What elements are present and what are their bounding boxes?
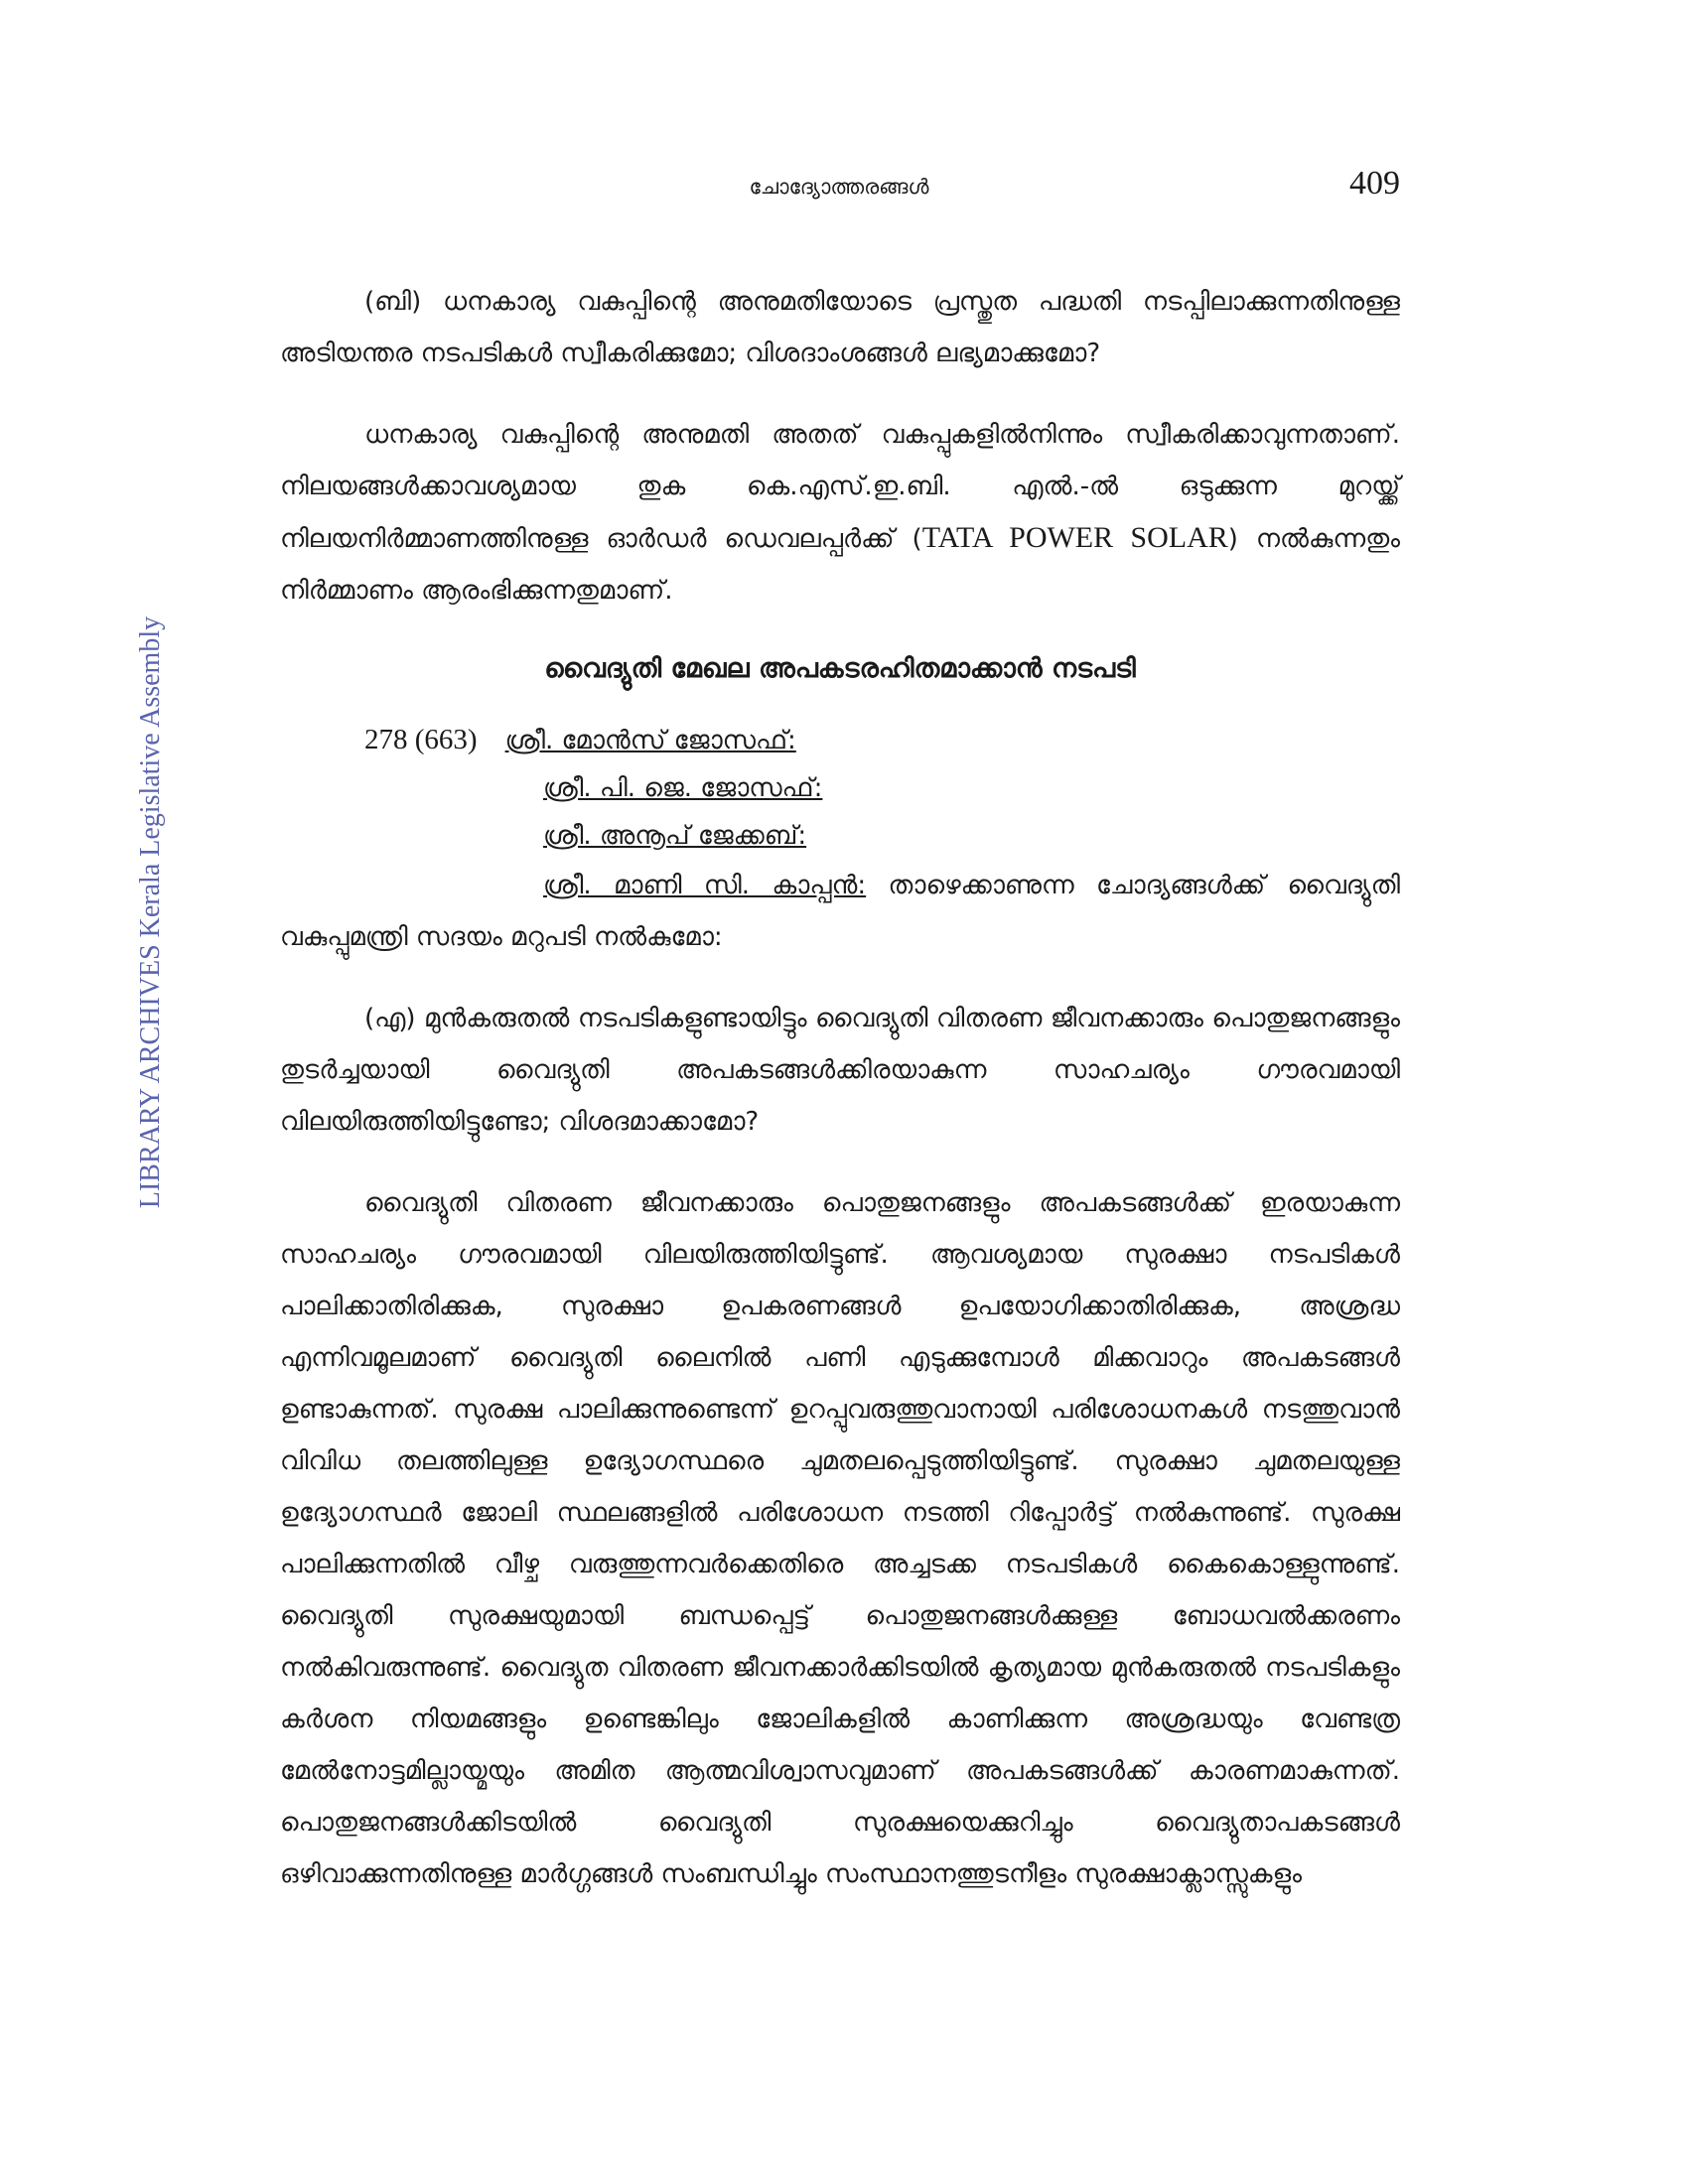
member-name: ശ്രീ. അനൂപ് ജേക്കബ്: <box>543 821 807 851</box>
page-number: 409 <box>1349 165 1400 202</box>
answer-a: വൈദ്യുതി വിതരണ ജീവനക്കാരും പൊതുജനങ്ങളും അപകടങ്ങൾക്ക് ഇരയാകുന്ന സാഹചര്യം ഗൗരവമായി വിലയിരുത്തിയിട്ടുണ്ട്. ആവശ്യമായ സുരക്ഷാ നടപടികൾ പാലിക്കാതിരിക്കുക, സുരക്ഷാ ഉപകരണങ്ങൾ ഉപയോഗിക്കാതിരിക്കുക, അശ്രദ്ധ എന്നിവമൂലമാണ് വൈദ്യുതി ലൈനിൽ പണി എടുക്കുമ്പോൾ മിക്കവാറും അപകടങ്ങൾ ഉണ്ടാകുന്നത്. സുരക്ഷ പാലിക്കുന്നുണ്ടെന്ന് ഉറപ്പുവരുത്തുവാനായി പരിശോധനകൾ നടത്തുവാൻ വിവിധ തലത്തിലുള്ള ഉദ്യോഗസ്ഥരെ ചുമതലപ്പെടുത്തിയിട്ടുണ്ട്. സുരക്ഷാ ചുമതലയുള്ള ഉദ്യോഗസ്ഥർ ജോലി സ്ഥലങ്ങളിൽ പരിശോധന നടത്തി റിപ്പോർട്ട് നൽകുന്നുണ്ട്. സുരക്ഷ പാലിക്കുന്നതിൽ വീഴ്ച വരുത്തുന്നവർക്കെതിരെ അച്ചടക്ക നടപടികൾ കൈകൊള്ളുന്നുണ്ട്. വൈദ്യുതി സുരക്ഷയുമായി ബന്ധപ്പെട്ട് പൊതുജനങ്ങൾക്കുള്ള ബോധവൽക്കരണം നൽകിവരുന്നുണ്ട്. വൈദ്യുത വിതരണ ജീവനക്കാർക്കിടയിൽ കൃത്യമായ മുൻകരുതൽ നടപടികളും കർശന നിയമങ്ങളും ഉണ്ടെങ്കിലും ജോലികളിൽ കാണിക്കുന്ന അശ്രദ്ധയും വേണ്ടത്ര മേൽനോട്ടമില്ലായ്മയും അമിത ആത്മവിശ്വാസവുമാണ് അപകടങ്ങൾക്ക് കാരണമാകുന്നത്. പൊതുജനങ്ങൾക്കിടയിൽ വൈദ്യുതി സുരക്ഷയെക്കുറിച്ചും വൈദ്യുതാപകടങ്ങൾ ഒഴിവാക്കുന്നതിനുള്ള മാർഗ്ഗങ്ങൾ സംബന്ധിച്ചും സംസ്ഥാനത്തുടനീളം സുരക്ഷാക്ലാസ്സുകളും <box>280 1188 1400 1889</box>
member-line <box>364 716 1400 764</box>
answer-b-company: TATA POWER SOLAR <box>921 521 1228 554</box>
answer-b-text-2: ) നൽകുന്നതും നിർമ്മാണം ആരംഭിക്കുന്നതുമാണ്. <box>280 524 1401 606</box>
question-number: 278 (663) <box>364 724 478 755</box>
member-name: ശ്രീ. മാണി സി. കാപ്പൻ: <box>543 871 867 900</box>
answer-b <box>280 409 1400 616</box>
question-block <box>280 716 1400 963</box>
question-b: (ബി) ധനകാര്യ വകുപ്പിന്റെ അനുമതിയോടെ പ്രസ്തുത പദ്ധതി നടപ്പിലാക്കുന്നതിനുള്ള അടിയന്തര നടപടികൾ സ്വീകരിക്കുമോ; വിശദാംശങ്ങൾ ലഭ്യമാക്കുമോ? <box>280 287 1400 368</box>
question-intro <box>280 860 1400 963</box>
answer-b-text-1: ധനകാര്യ വകുപ്പിന്റെ അനുമതി അതത് വകുപ്പുകളിൽനിന്നും സ്വീകരിക്കാവുന്നതാണ്. നിലയങ്ങൾക്കാവശ്യമായ തുക കെ.എസ്.ഇ.ബി. എൽ.-ൽ ഒടുക്കുന്ന മുറയ്ക്ക് നിലയനിർമ്മാണത്തിനുള്ള ഓർഡർ ഡെവലപ്പർക്ക് ( <box>280 420 1400 554</box>
intro-text: താഴെക്കാണുന്ന ചോദ്യങ്ങൾക്ക് വൈദ്യുതി വകുപ്പുമന്ത്രി സദയം മറുപടി നൽകുമോ: <box>280 871 1400 952</box>
section-heading: വൈദ്യുതി മേഖല അപകടരഹിതമാക്കാൻ നടപടി <box>544 653 1136 684</box>
member-line <box>543 764 1400 812</box>
archive-watermark: LIBRARY ARCHIVES Kerala Legislative Assembly <box>135 615 166 1209</box>
page-content <box>280 276 1400 1900</box>
page-header <box>278 165 1400 214</box>
running-title: ചോദ്യോത്തരങ്ങൾ <box>749 175 929 199</box>
member-name: ശ്രീ. പി. ജെ. ജോസഫ്: <box>543 773 823 803</box>
member-line <box>543 812 1400 860</box>
question-a: (എ) മുൻകരുതൽ നടപടികളുണ്ടായിട്ടും വൈദ്യുതി വിതരണ ജീവനക്കാരും പൊതുജനങ്ങളും തുടർച്ചയായി വൈദ്യുതി അപകടങ്ങൾക്കിരയാകുന്ന സാഹചര്യം ഗൗരവമായി വിലയിരുത്തിയിട്ടുണ്ടോ; വിശദമാക്കാമോ? <box>280 1004 1400 1137</box>
member-name: ശ്രീ. മോൻസ് ജോസഫ്: <box>504 726 796 755</box>
